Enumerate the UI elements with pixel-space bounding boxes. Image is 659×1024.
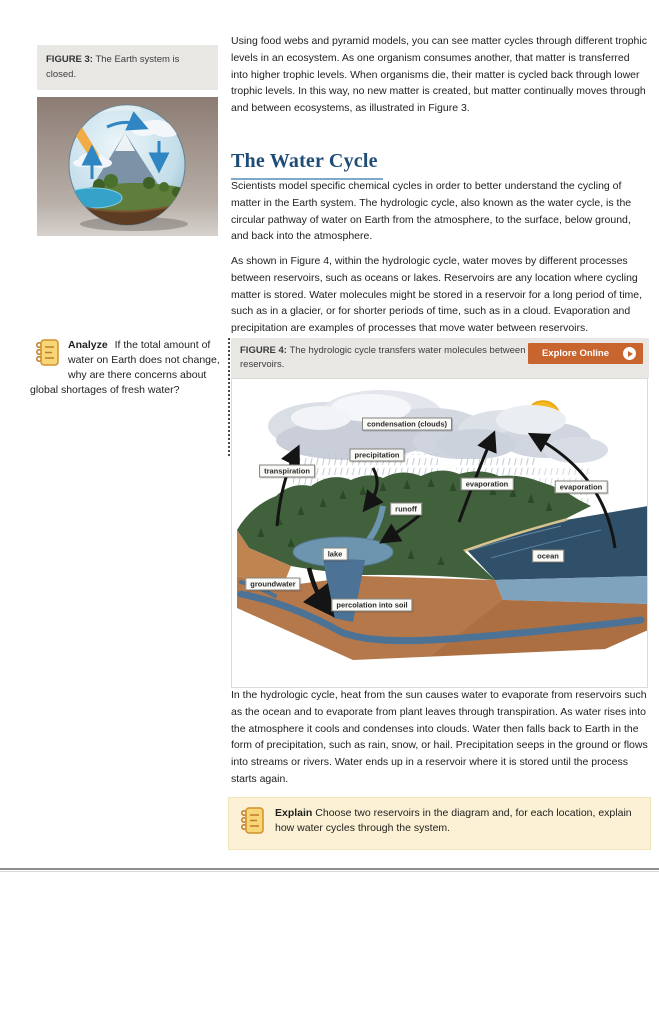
section-header: [231, 150, 383, 180]
intro-paragraph: Using food webs and pyramid models, you can see matter cycles through different trophic levels in an ecosystem. As one organism consumes another, that matter is transferred into higher trophic levels. When organisms die, their matter is cycled back through lower trophic levels. In this way, no new matter is created, but matter continually moves through and between ecosystems, as illustrated in Figure 3.: [231, 35, 647, 115]
page-divider: [0, 868, 659, 872]
figure3-caption: [37, 45, 218, 90]
water-cycle-paragraph-2: As shown in Figure 4, within the hydrologic cycle, water moves by different processes between reservoirs, such as oceans or lakes. Reservoirs are any location where cycling matter is stored. Water molecules might be stored in a reservoir for a long period of time, such as in a glacier, or for shorter periods of time, such as in a cloud. Evaporation and precipitation are examples of processes that move water between reservoirs.: [231, 255, 643, 335]
closing-paragraph: In the hydrologic cycle, heat from the sun causes water to evaporate from reservoirs such as the ocean and to evaporate from plant leaves through transpiration. As water rises into the atmosphere it cools and condenses into clouds. Water then falls back to Earth in the form of precipitation, such as rain, snow, or hail. Precipitation seeps in the ground or flows into streams or rivers. Water ends up in a reservoir where it is stored until the process starts again.: [231, 689, 648, 785]
notebook-icon: [241, 807, 265, 840]
label-condensation: condensation (clouds): [362, 418, 452, 431]
label-percolation: percolation into soil: [331, 599, 412, 612]
label-evaporation-ocean: evaporation: [555, 481, 608, 494]
analyze-note: [30, 338, 230, 456]
explore-online-button[interactable]: [528, 343, 643, 364]
hydrologic-cycle-diagram: [231, 378, 648, 688]
label-precipitation: precipitation: [349, 449, 404, 462]
figure4-caption-text: The hydrologic cycle transfers water molecules between reservoirs.: [240, 345, 526, 371]
figure4-caption-label: FIGURE 4:: [240, 345, 287, 356]
figure4-caption: [240, 344, 535, 373]
explain-body: [275, 806, 640, 836]
figure3-image: [37, 97, 218, 236]
label-lake: lake: [323, 548, 348, 561]
figure4-caption-bar: [231, 338, 649, 378]
figure3-caption-text: The Earth system is closed.: [46, 54, 180, 80]
explain-label: Explain: [275, 807, 313, 819]
explain-text: Choose two reservoirs in the diagram and, for each location, explain how water cycles through the system.: [275, 807, 632, 835]
earth-globe-illustration: [37, 97, 218, 236]
notebook-icon: [36, 339, 60, 372]
label-evaporation-forest: evaporation: [461, 478, 514, 491]
analyze-label: Analyze: [68, 339, 108, 351]
explain-note: [228, 797, 651, 850]
water-cycle-paragraph-1: Scientists model specific chemical cycles in order to better understand the cycling of matter in the Earth system. The hydrologic cycle, also known as the water cycle, is the circular pathway of water on Earth from the atmosphere, to the surface, below ground, and back into the atmosphere.: [231, 180, 632, 243]
figure3-caption-label: FIGURE 3:: [46, 54, 93, 65]
label-runoff: runoff: [390, 503, 422, 516]
label-groundwater: groundwater: [245, 578, 300, 591]
label-transpiration: transpiration: [259, 465, 315, 478]
label-ocean: ocean: [532, 550, 564, 563]
explore-online-label: Explore Online: [541, 348, 609, 359]
figure4-block: [231, 338, 649, 688]
analyze-text: If the total amount of water on Earth does not change, why are there concerns about global shortages of fresh water?: [30, 339, 220, 396]
play-icon: [623, 347, 636, 360]
section-title: The Water Cycle: [231, 150, 378, 172]
